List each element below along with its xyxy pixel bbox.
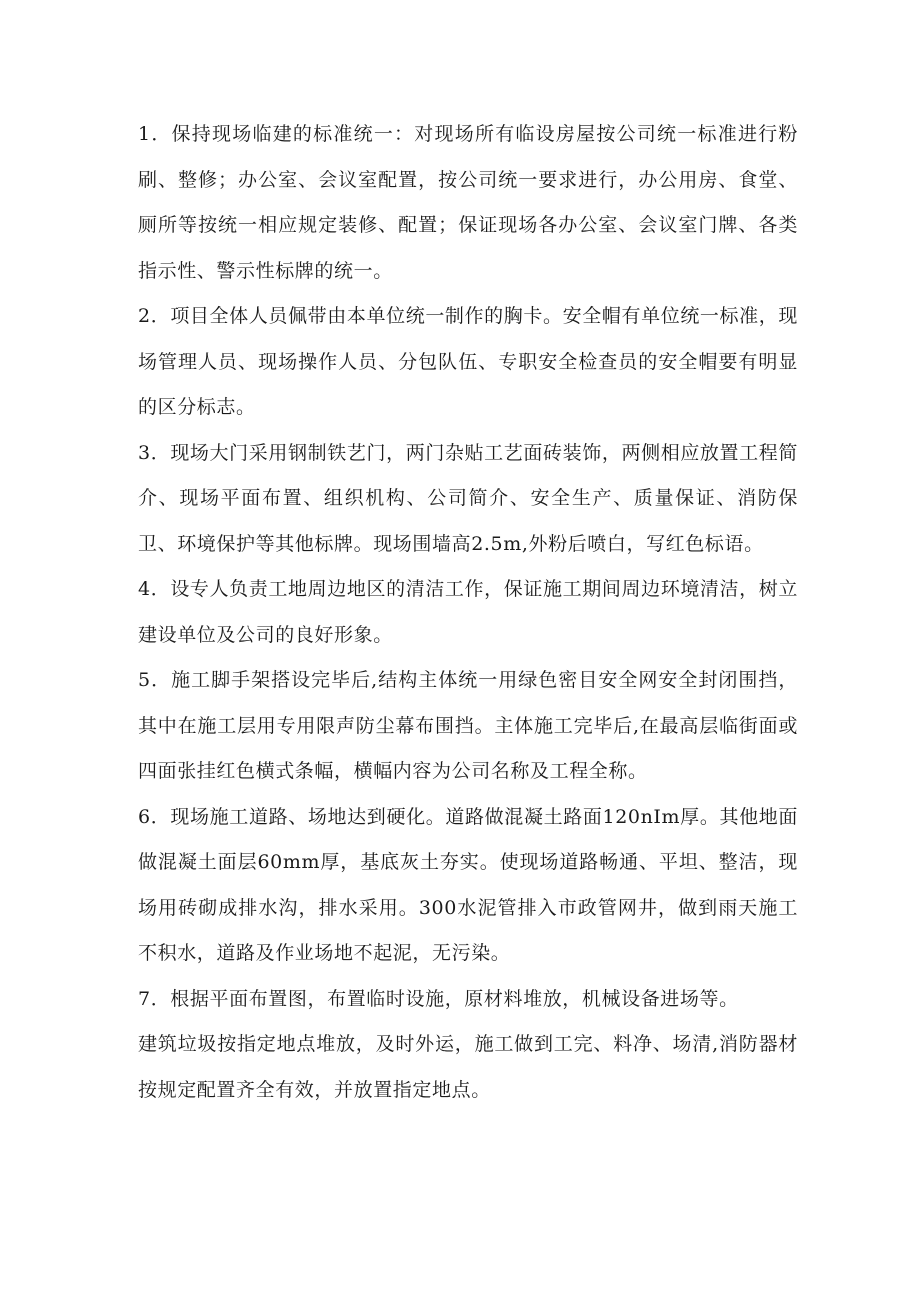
paragraph-3: 3．现场大门采用钢制铁艺门，两门杂贴工艺面砖装饰，两侧相应放置工程简介、现场平面布置、组织机构、公司简介、安全生产、质量保证、消防保卫、环境保护等其他标牌。现场围墙高2.5m,外粉后喷白，写红色标语。	[138, 441, 798, 555]
paragraph-7: 7．根据平面布置图，布置临时设施，原材料堆放，机械设备进场等。	[138, 987, 739, 1010]
paragraph-4: 4．设专人负责工地周边地区的清洁工作，保证施工期间周边环境清洁，树立建设单位及公司的良好形象。	[138, 578, 798, 646]
paragraph-6: 6．现场施工道路、场地达到硬化。道路做混凝土路面120nIm厚。其他地面做混凝土面层60mm厚，基底灰土夯实。使现场道路畅通、平坦、整洁，现场用砖砌成排水沟，排水采用。300水泥管排入市政管网井，做到雨天施工不积水，道路及作业场地不起泥，无污染。	[138, 805, 798, 964]
paragraph-5: 5．施工脚手架搭设完毕后,结构主体统一用绿色密目安全网安全封闭围挡，其中在施工层用专用限声防尘幕布围挡。主体施工完毕后,在最高层临街面或四面张挂红色横式条幅，横幅内容为公司名称及工程全称。	[138, 669, 798, 782]
paragraph-1: 1．保持现场临建的标准统一：对现场所有临设房屋按公司统一标准进行粉刷、整修；办公室、会议室配置，按公司统一要求进行，办公用房、食堂、厕所等按统一相应规定装修、配置；保证现场各办公室、会议室门牌、各类指示性、警示性标牌的统一。	[138, 123, 798, 282]
document-body	[138, 112, 798, 1113]
paragraph-2: 2．项目全体人员佩带由本单位统一制作的胸卡。安全帽有单位统一标准，现场管理人员、现场操作人员、分包队伍、专职安全检查员的安全帽要有明显的区分标志。	[138, 305, 798, 418]
paragraph-8: 建筑垃圾按指定地点堆放，及时外运，施工做到工完、料净、场清,消防器材按规定配置齐全有效，并放置指定地点。	[138, 1033, 798, 1101]
